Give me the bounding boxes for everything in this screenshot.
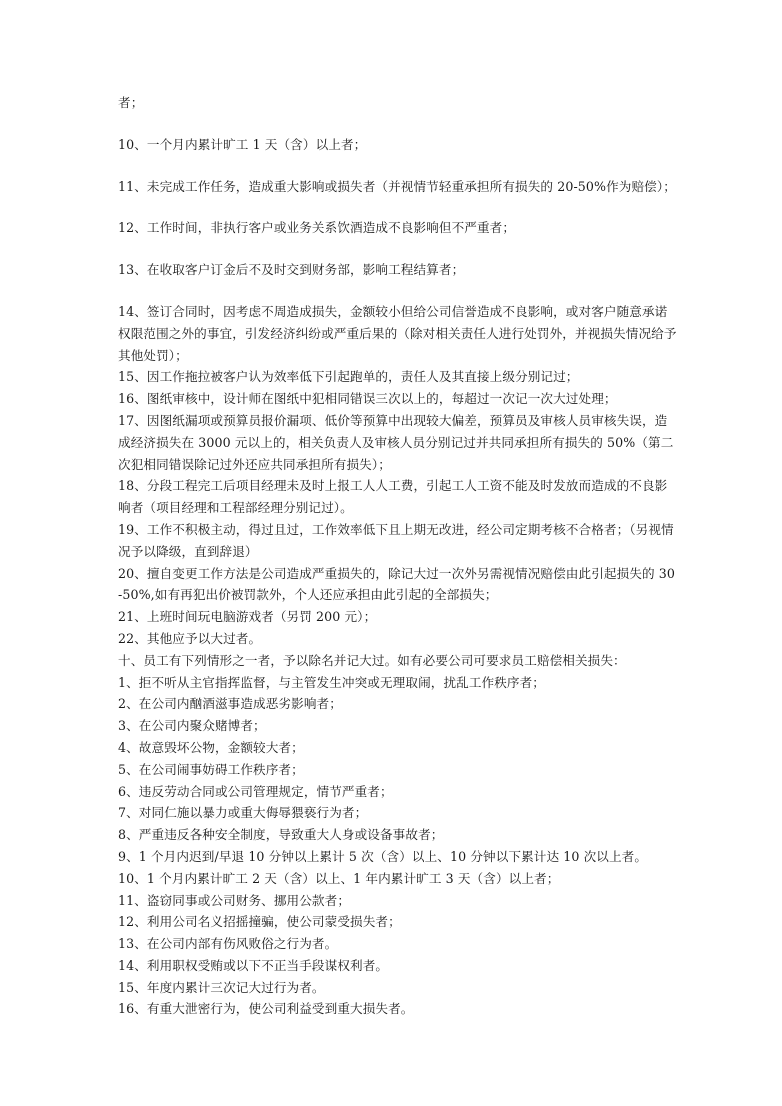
paragraph-item-12: 12、工作时间，非执行客户或业务关系饮酒造成不良影响但不严重者； <box>118 220 516 236</box>
paragraph-item-14: 14、签订合同时，因考虑不周造成损失，金额较小但给公司信誉造成不良影响，或对客户随意承诺权限范围之外的事宜，引发经济纠纷或严重后果的（除对相关责任人进行处罚外，并视损失情况给予其他处罚）； <box>118 303 677 363</box>
dismissal-item-5: 5、在公司闹事妨碍工作秩序者； <box>118 761 304 777</box>
paragraph-item-21: 21、上班时间玩电脑游戏者（另罚 200 元）； <box>118 609 377 625</box>
dismissal-item-11: 11、盗窃同事或公司财务、挪用公款者； <box>118 892 351 908</box>
paragraph-item-10: 10、一个月内累计旷工 1 天（含）以上者； <box>118 136 367 152</box>
dismissal-item-6: 6、违反劳动合同或公司管理规定，情节严重者； <box>118 783 393 799</box>
dismissal-item-12: 12、利用公司名义招摇撞骗，使公司蒙受损失者； <box>118 914 401 930</box>
dismissal-item-13: 13、在公司内部有伤风败俗之行为者。 <box>118 936 338 952</box>
paragraph-item-19: 19、工作不积极主动，得过且过，工作效率低下且上期无改进，经公司定期考核不合格者；（另视情况予以降级，直到辞退） <box>118 521 674 559</box>
document-body <box>118 92 678 1020</box>
dismissal-item-7: 7、对同仁施以暴力或重大侮辱猥亵行为者； <box>118 805 368 821</box>
dense-paragraph-list <box>118 301 678 1020</box>
dismissal-item-9: 9、1 个月内迟到/早退 10 分钟以上累计 5 次（含）以上、10 分钟以下累计达 10 次以上者。 <box>118 848 648 864</box>
section-heading-10: 十、员工有下列情形之一者，予以除名并记大过。如有必要公司可要求员工赔偿相关损失： <box>118 652 626 668</box>
dismissal-item-1: 1、拒不听从主官指挥监督，与主管发生冲突或无理取闹，扰乱工作秩序者； <box>118 674 546 690</box>
paragraph-item-20: 20、擅自变更工作方法是公司造成严重损失的，除记大过一次外另需视情况赔偿由此引起损失的 30-50%,如有再犯出价被罚款外，个人还应承担由此引起的全部损失； <box>118 565 675 603</box>
paragraph-item-15: 15、因工作拖拉被客户认为效率低下引起跑单的，责任人及其直接上级分别记过； <box>118 369 579 385</box>
paragraph-item-22: 22、其他应予以大过者。 <box>118 630 262 646</box>
paragraph-item-16: 16、图纸审核中，设计师在图纸中犯相同错误三次以上的，每超过一次记一次大过处理； <box>118 391 617 407</box>
dismissal-item-15: 15、年度内累计三次记大过行为者。 <box>118 979 325 995</box>
dismissal-item-14: 14、利用职权受贿或以下不正当手段谋权利者。 <box>118 957 389 973</box>
paragraph-item-11: 11、未完成工作任务，造成重大影响或损失者（并视情节轻重承担所有损失的 20-50%作为赔偿）； <box>118 178 676 194</box>
paragraph-continuation: 者； <box>118 95 144 110</box>
dismissal-item-3: 3、在公司内聚众赌博者； <box>118 718 266 734</box>
dismissal-item-10: 10、1 个月内累计旷工 2 天（含）以上、1 年内累计旷工 3 天（含）以上者； <box>118 870 560 886</box>
paragraph-item-18: 18、分段工程完工后项目经理未及时上报工人人工费，引起工人工资不能及时发放而造成的不良影响者（项目经理和工程部经理分别记过）。 <box>118 478 668 516</box>
dismissal-item-16: 16、有重大泄密行为，使公司利益受到重大损失者。 <box>118 1001 414 1017</box>
dismissal-item-4: 4、故意毁坏公物，金额较大者； <box>118 739 304 755</box>
dismissal-item-2: 2、在公司内酗酒滋事造成恶劣影响者； <box>118 696 342 712</box>
dismissal-item-8: 8、严重违反各种安全制度，导致重大人身或设备事故者； <box>118 827 444 843</box>
paragraph-item-13: 13、在收取客户订金后不及时交到财务部，影响工程结算者； <box>118 262 465 278</box>
paragraph-item-17: 17、因图纸漏项或预算员报价漏项、低价等预算中出现较大偏差，预算员及审核人员审核失误，造成经济损失在 3000 元以上的，相关负责人及审核人员分别记过并共同承担所有损失的 50%（第二次犯相同错误除记过外还应共同承担所有损失）； <box>118 412 674 472</box>
